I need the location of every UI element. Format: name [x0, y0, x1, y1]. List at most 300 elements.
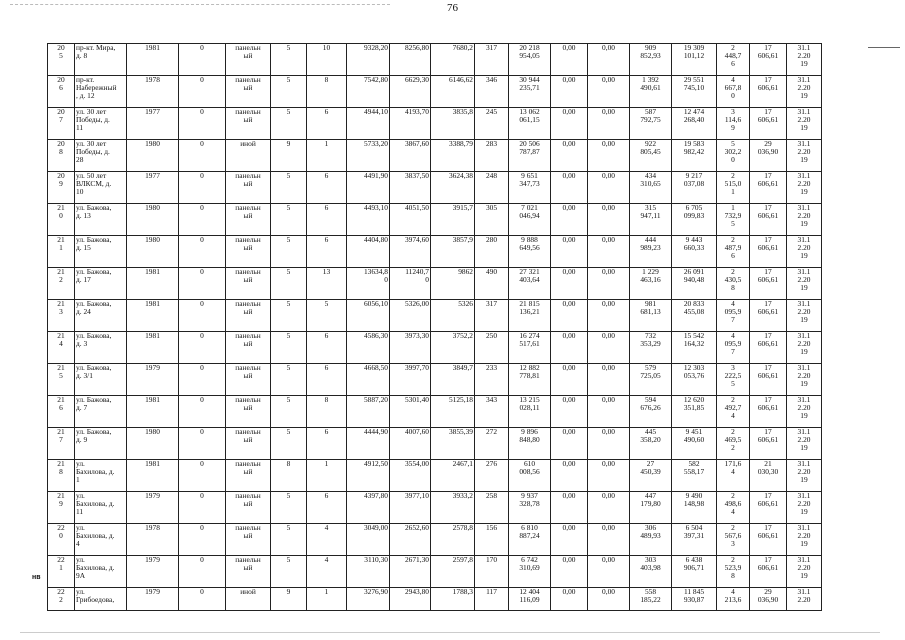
table-cell: 9 451 490,60	[672, 428, 717, 460]
table-cell: 0	[179, 140, 226, 172]
table-cell: 13 062 061,15	[509, 108, 551, 140]
table-cell: 21 5	[48, 364, 75, 396]
table-cell: 305	[475, 204, 509, 236]
table-cell: 0	[179, 44, 226, 76]
table-cell: 10	[307, 44, 347, 76]
table-cell: 20 6	[48, 76, 75, 108]
table-cell: 12 404 116,09	[509, 588, 551, 611]
table-cell: 15 542 164,32	[672, 332, 717, 364]
table-cell: 2943,80	[390, 588, 431, 611]
table-cell: 6 810 887,24	[509, 524, 551, 556]
table-cell: 3049,00	[347, 524, 390, 556]
table-cell: 30 944 235,71	[509, 76, 551, 108]
table-cell: 22 1	[48, 556, 75, 588]
table-cell: 1981	[127, 460, 179, 492]
table-cell: 8	[271, 460, 307, 492]
table-cell: 21 030,30	[750, 460, 787, 492]
table-cell: 17 606,61	[750, 204, 787, 236]
table-cell: 29 036,90	[750, 588, 787, 611]
table-cell: 5	[271, 76, 307, 108]
table-cell: 1981	[127, 396, 179, 428]
table-cell: 0,00	[551, 44, 588, 76]
table-cell: 3915,7	[431, 204, 475, 236]
table-cell: 17 606,61	[750, 556, 787, 588]
table-cell: 0,00	[551, 108, 588, 140]
table-cell: 6 438 906,71	[672, 556, 717, 588]
table-cell: 4493,10	[347, 204, 390, 236]
table-cell: 5	[271, 428, 307, 460]
table-cell: 0,00	[551, 556, 588, 588]
table-cell: 0,00	[588, 236, 630, 268]
table-cell: 490	[475, 268, 509, 300]
table-cell: 31.1 2.20 19	[787, 428, 822, 460]
table-cell: 3752,2	[431, 332, 475, 364]
table-cell: 610 008,56	[509, 460, 551, 492]
table-cell: 17 606,61	[750, 268, 787, 300]
table-cell: 13 215 028,11	[509, 396, 551, 428]
table-cell: панельн ый	[226, 492, 271, 524]
table-cell: 1	[307, 460, 347, 492]
table-cell: 21 1	[48, 236, 75, 268]
table-cell: 2 523,9 8	[717, 556, 750, 588]
table-cell: 6 705 099,83	[672, 204, 717, 236]
table-cell: 582 558,17	[672, 460, 717, 492]
table-cell: 3974,60	[390, 236, 431, 268]
table-cell: 7542,80	[347, 76, 390, 108]
table-cell: 1979	[127, 588, 179, 611]
table-row	[48, 268, 822, 300]
table-cell: 31.1 2.20	[787, 588, 822, 611]
table-cell: панельн ый	[226, 428, 271, 460]
table-cell: 2 498,6 4	[717, 492, 750, 524]
table-cell: 9 217 037,08	[672, 172, 717, 204]
table-cell: 4 667,8 0	[717, 76, 750, 108]
table-cell: 6146,62	[431, 76, 475, 108]
footer-mark: нв	[32, 574, 41, 581]
table-cell: ул. 30 лет Победы, д. 11	[75, 108, 127, 140]
table-cell: 5	[271, 556, 307, 588]
table-cell: 4051,50	[390, 204, 431, 236]
table-row	[48, 428, 822, 460]
table-cell: 3 114,6 9	[717, 108, 750, 140]
table-cell: 0	[179, 556, 226, 588]
table-cell: 0,00	[551, 588, 588, 611]
table-cell: 7680,2	[431, 44, 475, 76]
table-cell: панельн ый	[226, 524, 271, 556]
table-cell: 3855,39	[431, 428, 475, 460]
table-cell: 5	[271, 108, 307, 140]
table-cell: 5	[271, 364, 307, 396]
table-cell: 579 725,05	[630, 364, 672, 396]
table-cell: 12 882 778,81	[509, 364, 551, 396]
table-cell: ул. Бахилова, д. 1	[75, 460, 127, 492]
table-cell: 0,00	[551, 172, 588, 204]
table-cell: 12 620 351,85	[672, 396, 717, 428]
table-cell: 31.1 2.20 19	[787, 204, 822, 236]
table-cell: 17 606,61	[750, 524, 787, 556]
table-cell: 17 606,61	[750, 108, 787, 140]
table-cell: 5	[307, 300, 347, 332]
table-cell: 0	[179, 460, 226, 492]
table-cell: ул. Грибоедова,	[75, 588, 127, 611]
table-row	[48, 140, 822, 172]
table-cell: 20 7	[48, 108, 75, 140]
table-cell: 0	[179, 588, 226, 611]
table-cell: 31.1 2.20 19	[787, 44, 822, 76]
table-cell: 171,6 4	[717, 460, 750, 492]
table-cell: 317	[475, 300, 509, 332]
table-cell: 9862	[431, 268, 475, 300]
table-cell: 13	[307, 268, 347, 300]
table-cell: 6	[307, 332, 347, 364]
table-cell: 6056,10	[347, 300, 390, 332]
table-cell: 8256,80	[390, 44, 431, 76]
table-cell: 9 896 848,80	[509, 428, 551, 460]
table-cell: панельн ый	[226, 108, 271, 140]
table-cell: 283	[475, 140, 509, 172]
table-cell: панельн ый	[226, 76, 271, 108]
table-cell: 444 989,23	[630, 236, 672, 268]
table-cell: 4397,80	[347, 492, 390, 524]
table-row	[48, 108, 822, 140]
table-cell: 0,00	[588, 364, 630, 396]
table-cell: 21 4	[48, 332, 75, 364]
table-cell: 4586,30	[347, 332, 390, 364]
table-cell: 5 302,2 0	[717, 140, 750, 172]
table-cell: 5	[271, 492, 307, 524]
table-cell: 1978	[127, 524, 179, 556]
table-cell: 2652,60	[390, 524, 431, 556]
table-cell: 5326,00	[390, 300, 431, 332]
table-cell: пр-кт. Мира, д. 8	[75, 44, 127, 76]
table-cell: 31.1 2.20 19	[787, 364, 822, 396]
table-cell: ул. Бахилова, д. 4	[75, 524, 127, 556]
table-cell: 5301,40	[390, 396, 431, 428]
table-cell: 0,00	[588, 140, 630, 172]
table-cell: 9 888 649,56	[509, 236, 551, 268]
table-cell: 3554,00	[390, 460, 431, 492]
table-cell: 0,00	[551, 236, 588, 268]
table-cell: 2 515,0 1	[717, 172, 750, 204]
table-cell: 0,00	[551, 300, 588, 332]
table-cell: 5326	[431, 300, 475, 332]
table-cell: 4 095,9 7	[717, 332, 750, 364]
table-cell: панельн ый	[226, 396, 271, 428]
table-cell: 7 021 046,94	[509, 204, 551, 236]
table-cell: 3849,7	[431, 364, 475, 396]
table-cell: 0	[179, 76, 226, 108]
table-cell: 20 218 954,05	[509, 44, 551, 76]
table-cell: 3977,10	[390, 492, 431, 524]
table-cell: 1980	[127, 204, 179, 236]
table-cell: 17 606,61	[750, 236, 787, 268]
table-cell: 0,00	[588, 204, 630, 236]
table-cell: 1979	[127, 556, 179, 588]
table-cell: ул. Бажова, д. 17	[75, 268, 127, 300]
table-cell: 0,00	[551, 76, 588, 108]
table-cell: ул. Бажова, д. 13	[75, 204, 127, 236]
table-cell: 21 0	[48, 204, 75, 236]
table-cell: 0	[179, 204, 226, 236]
table-cell: 434 310,65	[630, 172, 672, 204]
table-cell: 21 7	[48, 428, 75, 460]
table-row	[48, 332, 822, 364]
table-cell: 9 651 347,73	[509, 172, 551, 204]
table-cell: 6	[307, 364, 347, 396]
table-cell: 3867,60	[390, 140, 431, 172]
table-cell: ул. Бажова, д. 3/1	[75, 364, 127, 396]
table-cell: ул. Бахилова, д. 9А	[75, 556, 127, 588]
table-row	[48, 396, 822, 428]
table-cell: 20 5	[48, 44, 75, 76]
table-cell: 3624,38	[431, 172, 475, 204]
table-cell: 3276,90	[347, 588, 390, 611]
table-row	[48, 236, 822, 268]
table-cell: 31.1 2.20 19	[787, 460, 822, 492]
housing-registry-table	[47, 43, 822, 611]
table-cell: панельн ый	[226, 44, 271, 76]
table-cell: 4193,70	[390, 108, 431, 140]
table-cell: 5	[271, 44, 307, 76]
table-cell: 31.1 2.20 19	[787, 172, 822, 204]
table-cell: 1 229 463,16	[630, 268, 672, 300]
table-cell: 3973,30	[390, 332, 431, 364]
table-cell: ул. Бажова, д. 24	[75, 300, 127, 332]
table-cell: 31.1 2.20 19	[787, 236, 822, 268]
table-cell: 315 947,11	[630, 204, 672, 236]
table-cell: 8	[307, 396, 347, 428]
table-cell: 0	[179, 492, 226, 524]
table-cell: 1981	[127, 300, 179, 332]
table-cell: 1980	[127, 236, 179, 268]
table-cell: 21 815 136,21	[509, 300, 551, 332]
table-cell: 0,00	[588, 76, 630, 108]
table-cell: 8	[307, 76, 347, 108]
table-cell: 21 6	[48, 396, 75, 428]
table-cell: 4668,50	[347, 364, 390, 396]
table-cell: 5	[271, 236, 307, 268]
table-cell: 21 8	[48, 460, 75, 492]
table-cell: 732 353,29	[630, 332, 672, 364]
table-cell: 11240,7 0	[390, 268, 431, 300]
table-cell: 4 213,6	[717, 588, 750, 611]
table-cell: 17 606,61	[750, 300, 787, 332]
table-cell: 587 792,75	[630, 108, 672, 140]
table-cell: 1 392 490,61	[630, 76, 672, 108]
table-row	[48, 556, 822, 588]
table-cell: 272	[475, 428, 509, 460]
table-cell: 9 490 148,98	[672, 492, 717, 524]
table-cell: 0,00	[551, 140, 588, 172]
table-cell: 17 606,61	[750, 332, 787, 364]
table-cell: 2597,8	[431, 556, 475, 588]
table-cell: 6	[307, 172, 347, 204]
table-cell: 0,00	[588, 332, 630, 364]
table-cell: 6	[307, 236, 347, 268]
table-cell: 1981	[127, 44, 179, 76]
table-cell: 0,00	[588, 492, 630, 524]
table-cell: 3110,30	[347, 556, 390, 588]
table-cell: ул. Бахилова, д. 11	[75, 492, 127, 524]
table-cell: 3388,79	[431, 140, 475, 172]
table-cell: 31.1 2.20 19	[787, 76, 822, 108]
table-cell: панельн ый	[226, 172, 271, 204]
table-cell: 11 845 930,87	[672, 588, 717, 611]
table-cell: 0,00	[551, 268, 588, 300]
table-cell: 3857,9	[431, 236, 475, 268]
table-cell: 9328,20	[347, 44, 390, 76]
table-cell: 17 606,61	[750, 44, 787, 76]
table-cell: панельн ый	[226, 460, 271, 492]
table-cell: 0	[179, 396, 226, 428]
table-cell: 31.1 2.20 19	[787, 300, 822, 332]
table-cell: 22 0	[48, 524, 75, 556]
table-cell: 6	[307, 492, 347, 524]
table-cell: 4 095,9 7	[717, 300, 750, 332]
table-cell: панельн ый	[226, 268, 271, 300]
table-cell: 4491,90	[347, 172, 390, 204]
table-cell: 3997,70	[390, 364, 431, 396]
table-cell: 0	[179, 332, 226, 364]
table-cell: 258	[475, 492, 509, 524]
table-cell: 6	[307, 204, 347, 236]
table-cell: 1788,3	[431, 588, 475, 611]
table-cell: 3933,2	[431, 492, 475, 524]
table-cell: 27 321 403,64	[509, 268, 551, 300]
table-cell: 1981	[127, 332, 179, 364]
table-cell: 250	[475, 332, 509, 364]
table-cell: 981 681,13	[630, 300, 672, 332]
table-cell: 4912,50	[347, 460, 390, 492]
table-cell: 31.1 2.20 19	[787, 108, 822, 140]
table-cell: 1	[307, 588, 347, 611]
table-cell: 29 551 745,10	[672, 76, 717, 108]
table-cell: 1978	[127, 76, 179, 108]
table-cell: 1 732,9 5	[717, 204, 750, 236]
table-cell: 1979	[127, 364, 179, 396]
table-cell: 594 676,26	[630, 396, 672, 428]
table-cell: 16 274 517,61	[509, 332, 551, 364]
table-row	[48, 44, 822, 76]
scan-artifact-top	[10, 4, 390, 5]
table-cell: 0,00	[551, 492, 588, 524]
table-cell: 20 833 455,08	[672, 300, 717, 332]
table-row	[48, 492, 822, 524]
table-cell: 5	[271, 332, 307, 364]
table-cell: 21 9	[48, 492, 75, 524]
table-cell: 5	[271, 396, 307, 428]
table-cell: 0,00	[551, 460, 588, 492]
table-cell: 0,00	[551, 364, 588, 396]
table-cell: 19 309 101,12	[672, 44, 717, 76]
table-cell: 27 450,39	[630, 460, 672, 492]
table-cell: 0,00	[551, 428, 588, 460]
table-cell: 0,00	[588, 396, 630, 428]
table-cell: 17 606,61	[750, 492, 787, 524]
page-number: 76	[447, 2, 458, 14]
table-row	[48, 172, 822, 204]
table-cell: 6629,30	[390, 76, 431, 108]
table-cell: 5	[271, 204, 307, 236]
table-cell: 21 2	[48, 268, 75, 300]
scan-artifact-bottom	[20, 632, 880, 633]
table-cell: 0,00	[588, 524, 630, 556]
table-cell: 1981	[127, 268, 179, 300]
table-cell: ул. 50 лет ВЛКСМ, д. 10	[75, 172, 127, 204]
table-cell: панельн ый	[226, 364, 271, 396]
table-row	[48, 588, 822, 611]
table-cell: 31.1 2.20 19	[787, 140, 822, 172]
table-cell: 156	[475, 524, 509, 556]
table-cell: 6 742 310,69	[509, 556, 551, 588]
table-row	[48, 76, 822, 108]
table-cell: 276	[475, 460, 509, 492]
table-cell: ул. Бажова, д. 7	[75, 396, 127, 428]
table-cell: 2 492,7 4	[717, 396, 750, 428]
table-cell: 5887,20	[347, 396, 390, 428]
table-cell: 2 487,9 6	[717, 236, 750, 268]
table-cell: 20 506 787,87	[509, 140, 551, 172]
table-cell: 1980	[127, 140, 179, 172]
table-cell: ул. 30 лет Победы, д. 28	[75, 140, 127, 172]
table-cell: 31.1 2.20 19	[787, 492, 822, 524]
table-cell: 31.1 2.20 19	[787, 556, 822, 588]
table-cell: 17 606,61	[750, 396, 787, 428]
table-cell: панельн ый	[226, 300, 271, 332]
table-cell: 9	[271, 140, 307, 172]
table-cell: 0	[179, 268, 226, 300]
table-row	[48, 204, 822, 236]
table-cell: 12 303 053,76	[672, 364, 717, 396]
table-cell: 317	[475, 44, 509, 76]
table-cell: 3837,50	[390, 172, 431, 204]
table-cell: 6 504 397,31	[672, 524, 717, 556]
table-cell: 31.1 2.20 19	[787, 332, 822, 364]
table-cell: 20 8	[48, 140, 75, 172]
table-cell: 5125,18	[431, 396, 475, 428]
table-cell: 9 937 328,78	[509, 492, 551, 524]
table-row	[48, 524, 822, 556]
table-cell: 22 2	[48, 588, 75, 611]
table-cell: 1977	[127, 108, 179, 140]
table-cell: 2 448,7 6	[717, 44, 750, 76]
table-cell: 117	[475, 588, 509, 611]
table-cell: 1	[307, 140, 347, 172]
table-cell: 9	[271, 588, 307, 611]
table-cell: 280	[475, 236, 509, 268]
table-cell: 0,00	[551, 204, 588, 236]
table-cell: 248	[475, 172, 509, 204]
table-cell: 19 583 982,42	[672, 140, 717, 172]
table-cell: 0	[179, 524, 226, 556]
table-cell: 3835,8	[431, 108, 475, 140]
table-cell: иной	[226, 140, 271, 172]
table-row	[48, 300, 822, 332]
table-cell: 4944,10	[347, 108, 390, 140]
table-cell: 1979	[127, 492, 179, 524]
table-cell: 2 567,6 3	[717, 524, 750, 556]
table-cell: ул. Бажова, д. 3	[75, 332, 127, 364]
table-cell: 0,00	[588, 556, 630, 588]
table-cell: ул. Бажова, д. 15	[75, 236, 127, 268]
table-row	[48, 460, 822, 492]
table-cell: 0	[179, 172, 226, 204]
table-cell: 31.1 2.20 19	[787, 396, 822, 428]
table-cell: панельн ый	[226, 332, 271, 364]
table-cell: 0,00	[588, 588, 630, 611]
table-cell: 5733,20	[347, 140, 390, 172]
table-cell: 13634,8 0	[347, 268, 390, 300]
